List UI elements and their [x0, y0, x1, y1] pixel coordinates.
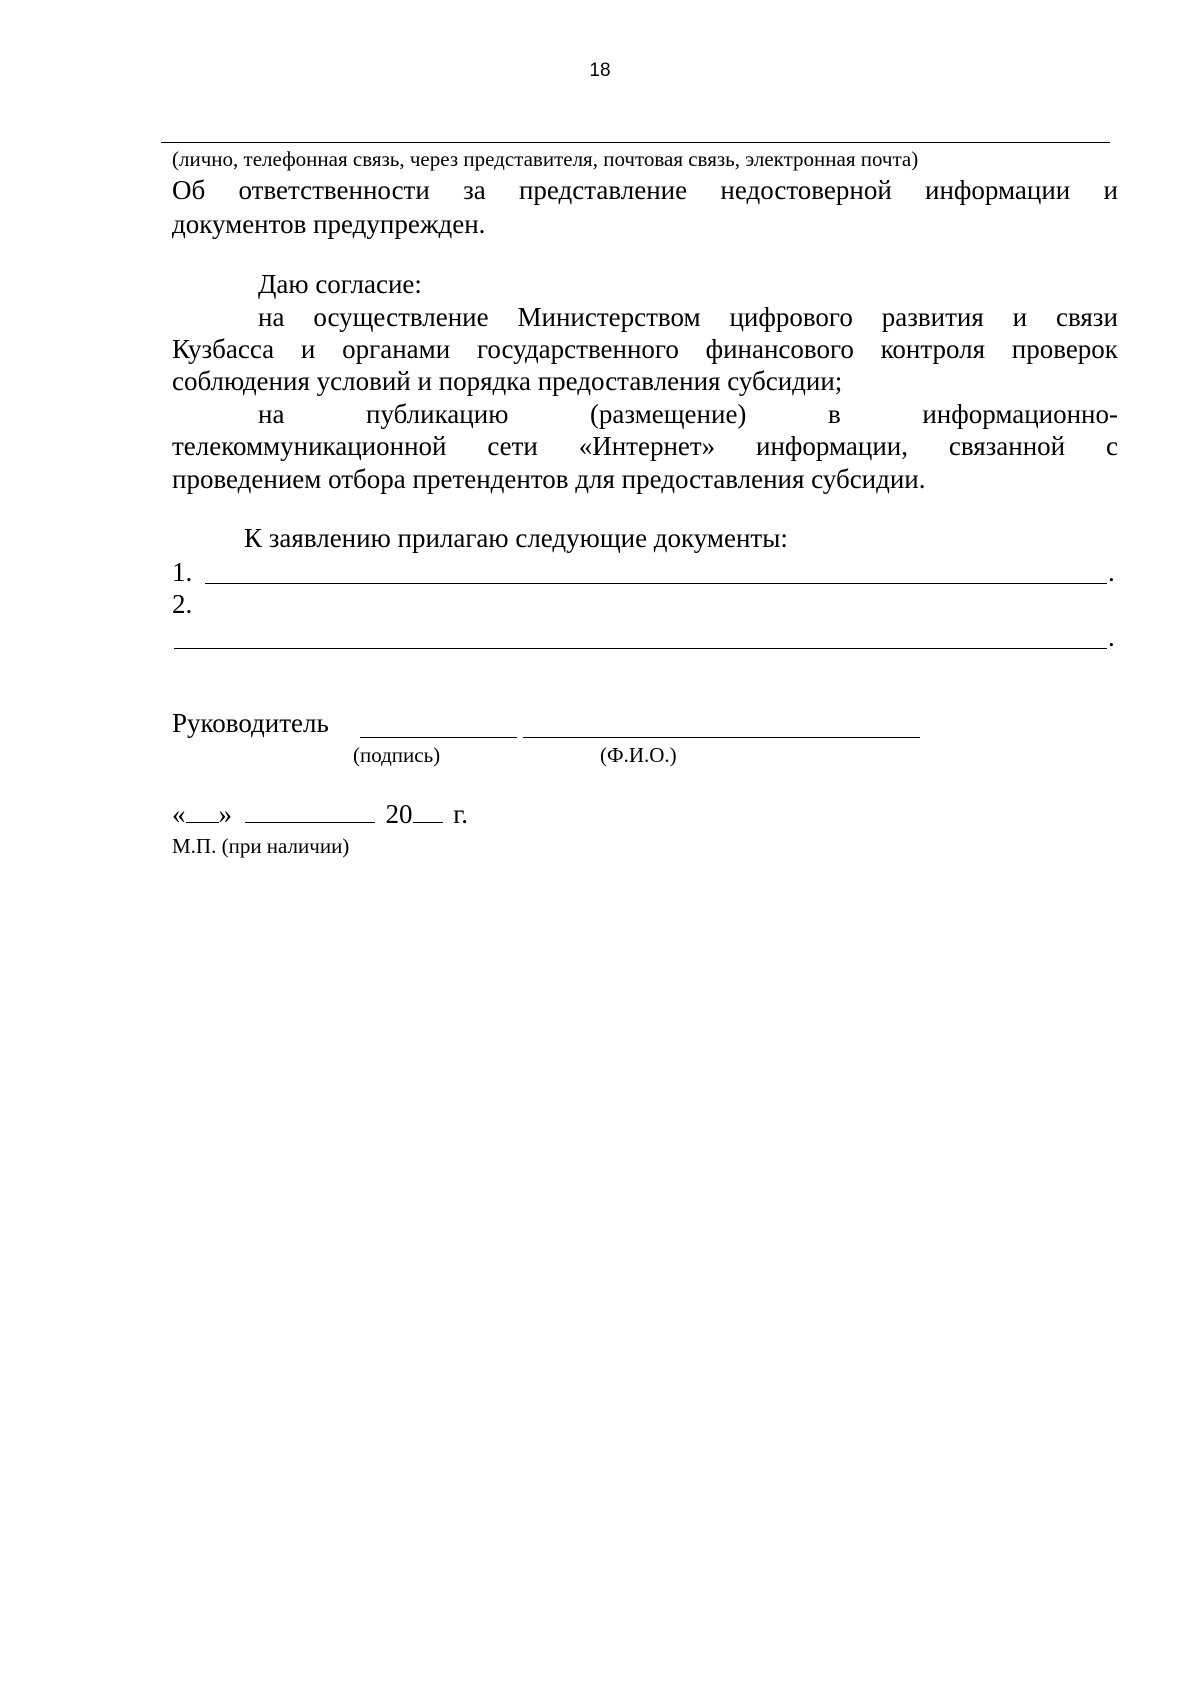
- word: Кузбасса: [172, 334, 275, 364]
- signature-caption: (подпись): [353, 743, 441, 767]
- word: публикацию: [366, 399, 509, 429]
- word: (размещение): [589, 399, 747, 429]
- contact-method-field-line: [161, 142, 1110, 143]
- word: и: [1103, 175, 1118, 205]
- word: осуществление: [313, 302, 489, 332]
- year-suffix: г.: [453, 799, 469, 829]
- year-prefix: 20: [385, 799, 413, 829]
- word: в: [828, 399, 841, 429]
- word: информационно-: [922, 399, 1118, 429]
- consent-item-2-line-2: [172, 433, 1118, 460]
- word: с: [1105, 431, 1118, 461]
- word: Об: [172, 175, 206, 205]
- signature-role-label: Руководитель: [172, 708, 329, 738]
- word: недостоверной: [720, 175, 892, 205]
- attachment-1-field-line[interactable]: [205, 583, 1107, 584]
- consent-item-2-line-3: проведением отбора претендентов для предоставления субсидии.: [172, 464, 926, 494]
- attachment-2-field-line[interactable]: [174, 648, 1107, 649]
- word: финансового: [705, 334, 854, 364]
- consent-item-2-line-1: [258, 401, 1118, 428]
- signature-field-line[interactable]: [360, 737, 517, 738]
- word: органами: [342, 334, 451, 364]
- word: на: [258, 399, 285, 429]
- attachment-2-number: 2.: [172, 589, 193, 619]
- word: «Интернет»: [578, 431, 716, 461]
- word: связанной: [948, 431, 1066, 461]
- contact-methods-caption: (лично, телефонная связь, через представителя, почтовая связь, электронная почта): [172, 147, 919, 171]
- responsibility-line-1: [172, 177, 1118, 204]
- word: телекоммуникационной: [172, 431, 447, 461]
- consent-item-1-line-1: [258, 304, 1118, 331]
- attachments-heading: К заявлению прилагаю следующие документы:: [244, 523, 788, 553]
- day-field[interactable]: [186, 800, 219, 823]
- word: за: [463, 175, 486, 205]
- date-close-quote: »: [218, 799, 232, 829]
- word: государственного: [476, 334, 679, 364]
- word: и: [300, 334, 316, 364]
- word: развития: [881, 302, 984, 332]
- word: проверок: [1011, 334, 1118, 364]
- date-line: [172, 800, 468, 828]
- word: информации,: [756, 431, 908, 461]
- word: Министерством: [517, 302, 701, 332]
- attachment-2-end-mark: .: [1108, 622, 1115, 652]
- consent-heading: Даю согласие:: [258, 269, 422, 299]
- month-field[interactable]: [245, 800, 375, 823]
- attachment-1-number: 1.: [172, 557, 193, 587]
- word: представление: [518, 175, 688, 205]
- consent-item-1-line-2: [172, 336, 1118, 363]
- page-number: 18: [589, 60, 611, 81]
- date-open-quote: «: [172, 799, 186, 829]
- word: информации: [925, 175, 1071, 205]
- full-name-caption: (Ф.И.О.): [600, 743, 677, 767]
- year-field[interactable]: [413, 800, 443, 823]
- word: контроля: [880, 334, 986, 364]
- attachment-1-end-mark: .: [1108, 557, 1115, 587]
- word: и: [1012, 302, 1028, 332]
- seal-note: М.П. (при наличии): [172, 834, 350, 858]
- full-name-field-line[interactable]: [523, 737, 920, 738]
- word: связи: [1056, 302, 1118, 332]
- word: сети: [487, 431, 538, 461]
- word: цифрового: [729, 302, 853, 332]
- consent-item-1-line-3: соблюдения условий и порядка предоставления субсидии;: [172, 366, 843, 396]
- responsibility-line-2: документов предупрежден.: [172, 209, 486, 239]
- word: ответственности: [238, 175, 430, 205]
- word: на: [258, 302, 285, 332]
